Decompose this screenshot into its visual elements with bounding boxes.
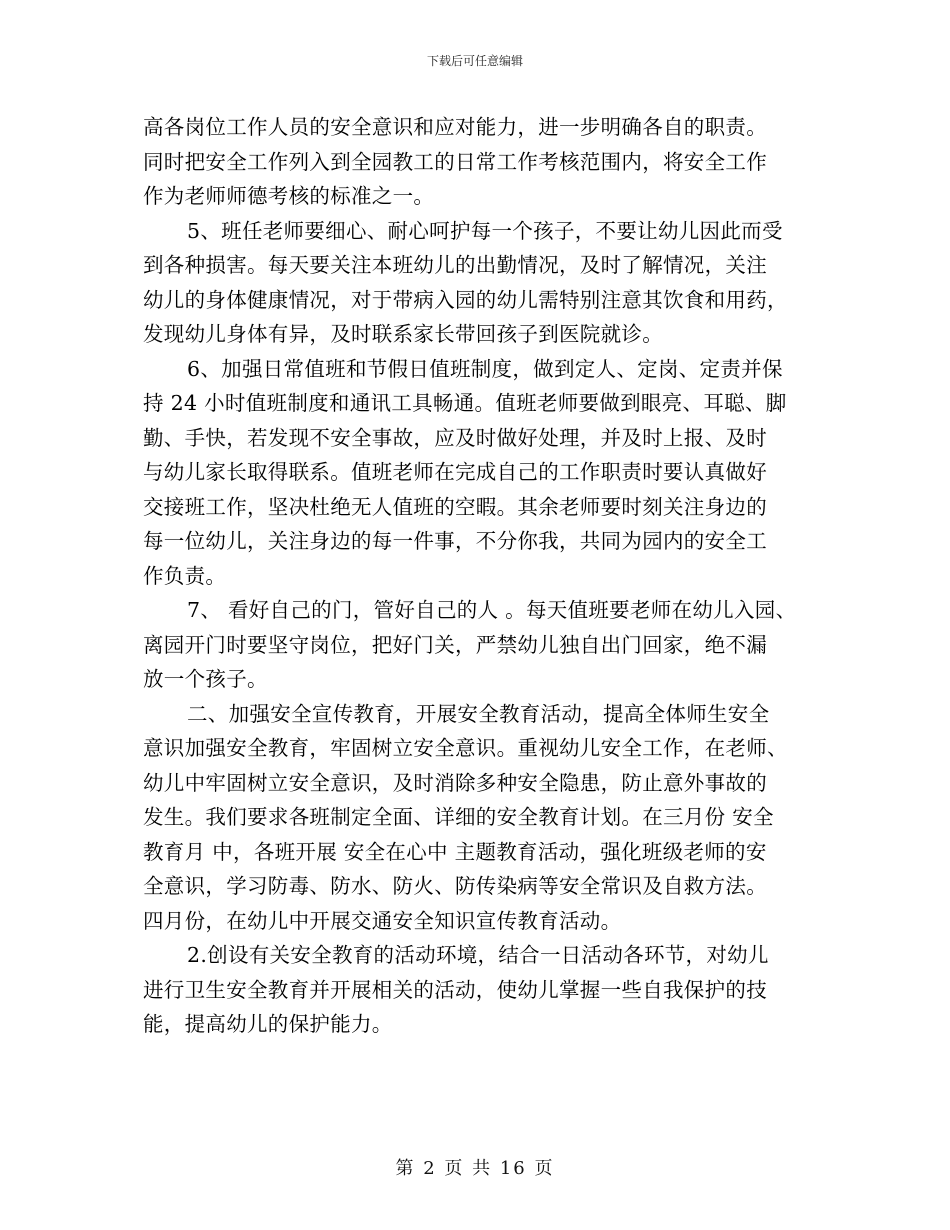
text-line: 与幼儿家长取得联系。值班老师在完成自己的工作职责时要认真做好 [143,460,767,484]
paragraph [143,697,833,939]
text-line: 每一位幼儿，关注身边的每一件事，不分你我，共同为园内的安全工 [143,529,767,553]
text-line: 到各种损害。每天要关注本班幼儿的出勤情况，及时了解情况，关注 [143,253,767,277]
text-line: 7、 看好自己的门，管好自己的人 。每天值班要老师在幼儿入园、 [187,598,797,622]
text-line: 6、加强日常值班和节假日值班制度，做到定人、定岗、定责并保 [187,356,783,381]
text-line: 交接班工作，坚决杜绝无人值班的空暇。其余老师要时刻关注身边的 [143,494,767,519]
text-line: 幼儿中牢固树立安全意识，及时消除多种安全隐患，防止意外事故的 [143,770,767,795]
text-line: 离园开门时要坚守岗位，把好门关，严禁幼儿独自出门回家，绝不漏 [143,632,767,657]
text-line: 发现幼儿身体有异，及时联系家长带回孩子到医院就诊。 [143,322,663,346]
text-line: 高各岗位工作人员的安全意识和应对能力，进一步明确各自的职责。 [143,115,767,139]
text-line: 勤、手快，若发现不安全事故，应及时做好处理，并及时上报、及时 [143,425,767,450]
text-line: 幼儿的身体健康情况，对于带病入园的幼儿需特别注意其饮食和用药， [143,287,788,312]
text-line: 持 24 小时值班制度和通讯工具畅通。值班老师要做到眼亮、耳聪、脚 [143,391,787,415]
paragraph [143,352,833,594]
text-line: 2.创设有关安全教育的活动环境，结合一日活动各环节，对幼儿 [187,943,769,967]
paragraph [143,110,833,214]
text-line: 5、班任老师要细心、耐心呵护每一个孩子，不要让幼儿因此而受 [187,218,783,243]
document-body [143,110,833,1042]
text-line: 放一个孩子。 [143,667,268,691]
page-number-footer: 第 2 页 共 16 页 [395,1158,555,1179]
text-line: 同时把安全工作列入到全园教工的日常工作考核范围内，将安全工作 [143,149,767,174]
text-line: 进行卫生安全教育并开展相关的活动，使幼儿掌握一些自我保护的技 [143,977,767,1002]
paragraph [143,938,833,1042]
paragraph [143,214,833,352]
page-header: 下载后可任意编辑 [426,54,523,68]
text-line: 意识加强安全教育，牢固树立安全意识。重视幼儿安全工作，在老师、 [143,736,788,760]
text-line: 作负责。 [143,563,227,588]
paragraph [143,593,833,697]
text-line: 发生。我们要求各班制定全面、详细的安全教育计划。在三月份 安全 [143,805,774,829]
text-line: 全意识，学习防毒、防水、防火、防传染病等安全常识及自救方法。 [143,874,767,898]
text-line: 能，提高幼儿的保护能力。 [143,1012,393,1036]
text-line: 二、加强安全宣传教育，开展安全教育活动，提高全体师生安全 [187,701,770,726]
text-line: 作为老师师德考核的标准之一。 [143,184,435,208]
text-line: 四月份，在幼儿中开展交通安全知识宣传教育活动。 [143,908,622,933]
text-line: 教育月 中，各班开展 安全在心中 主题教育活动，强化班级老师的安 [143,839,767,864]
